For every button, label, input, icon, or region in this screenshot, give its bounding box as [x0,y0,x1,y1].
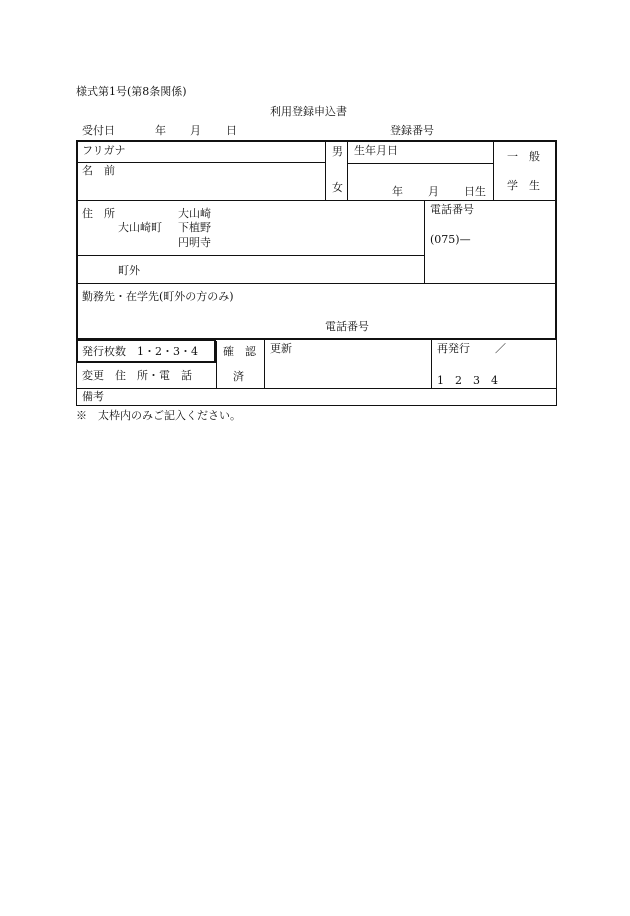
address-district-option[interactable]: 下植野 [178,221,211,234]
address-phone-field[interactable] [472,228,552,248]
reissue-slash: ／ [495,342,506,355]
received-day-label: 日 [226,124,237,137]
workplace-phone-label: 電話番号 [325,320,369,333]
sex-female-option[interactable]: 女 [332,181,343,194]
furigana-field[interactable] [140,142,324,162]
footnote: ※ 太枠内のみご記入ください。 [76,409,241,422]
birth-year-label: 年 [392,185,403,198]
remarks-label: 備考 [82,390,104,403]
received-year-label: 年 [155,124,166,137]
reissue-numbers[interactable]: 1 2 3 4 [437,374,498,387]
form-number: 様式第1号(第8条関係) [76,85,187,98]
address-label: 住 所 [82,207,115,220]
category-general-option[interactable]: 一 般 [507,150,540,163]
issuance-count-label[interactable]: 発行枚数 1・2・3・4 [82,345,198,358]
birth-day-label: 日生 [464,185,486,198]
furigana-label: フリガナ [82,144,126,157]
confirmed-done-label: 済 [233,370,244,383]
change-address-phone-label: 変更 住 所・電 話 [82,369,192,382]
reissue-label: 再発行 [437,342,470,355]
birth-month-label: 月 [428,185,439,198]
address-town: 大山崎町 [118,221,162,234]
name-field[interactable] [140,164,324,200]
name-label: 名 前 [82,164,115,177]
address-phone-label: 電話番号 [430,203,474,216]
sex-male-option[interactable]: 男 [332,145,343,158]
received-date-label: 受付日 [82,124,115,137]
address-district-option[interactable]: 円明寺 [178,236,211,249]
registration-number-label: 登録番号 [390,124,434,137]
category-student-option[interactable]: 学 生 [507,179,540,192]
address-district-option[interactable]: 大山崎 [178,207,211,220]
workplace-field[interactable] [82,304,552,318]
address-phone-prefix: (075)— [430,233,471,246]
confirmed-label: 確 認 [223,345,256,358]
workplace-label: 勤務先・在学先(町外の方のみ) [82,290,234,303]
address-outside-town: 町外 [118,264,140,277]
birthdate-label: 生年月日 [354,144,398,157]
renewal-label: 更新 [270,342,292,355]
received-month-label: 月 [190,124,201,137]
form-title: 利用登録申込書 [270,105,347,118]
